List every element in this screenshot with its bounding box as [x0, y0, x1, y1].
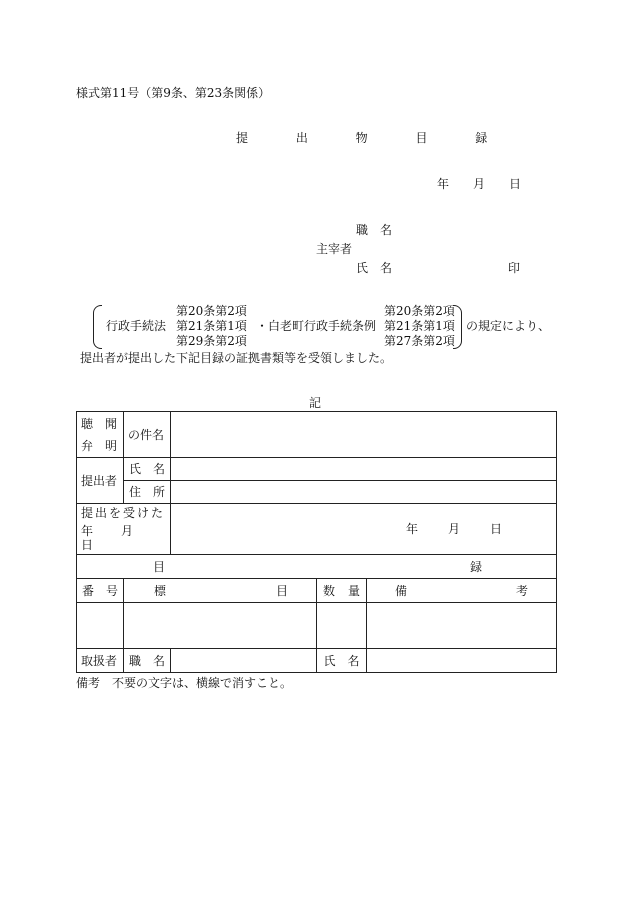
- handler-name-value[interactable]: [367, 649, 557, 673]
- catalog-entry-row: [77, 603, 557, 649]
- submitter-address-value[interactable]: [171, 481, 557, 504]
- submitter-address-row: [77, 481, 557, 504]
- entry-number-cell[interactable]: [77, 603, 124, 649]
- remarks-header-b: 考: [515, 583, 528, 598]
- signer-name-label: 氏 名: [356, 261, 393, 275]
- handler-position-value[interactable]: [171, 649, 317, 673]
- hearing-label: 聴 聞: [81, 416, 118, 431]
- right-bracket: [453, 305, 462, 349]
- number-header-b: 号: [105, 583, 118, 598]
- entry-remarks-cell[interactable]: [367, 603, 557, 649]
- name-label: 氏 名: [124, 458, 171, 481]
- submitter-name-row: [77, 458, 557, 481]
- entry-title-cell[interactable]: [124, 603, 317, 649]
- law2-article-3: 第27条第2項: [384, 334, 455, 348]
- seal-mark: 印: [508, 261, 521, 275]
- left-bracket: [93, 305, 102, 349]
- received-date-value[interactable]: [171, 504, 557, 555]
- received-day: 日: [489, 522, 502, 536]
- law2-article-1: 第20条第2項: [384, 304, 455, 318]
- date-month: 月: [473, 177, 486, 191]
- date-day: 日: [509, 177, 522, 191]
- received-date-row: [77, 504, 557, 555]
- catalog-header-row: [77, 555, 557, 579]
- form-label: 様式第11号（第9条、第23条関係）: [76, 86, 271, 100]
- remarks-header: [395, 584, 528, 598]
- submitter-name-value[interactable]: [171, 458, 557, 481]
- case-row: [77, 412, 557, 458]
- law2-name: ・白老町行政手続条例: [256, 319, 377, 333]
- title-header-a: 標: [154, 583, 167, 598]
- case-name-label: の件名: [124, 412, 171, 458]
- number-header: [82, 584, 118, 598]
- date-year: 年: [437, 177, 450, 191]
- number-header-a: 番: [82, 583, 95, 598]
- explanation-label: 弁 明: [81, 438, 118, 453]
- submitter-label: 提出者: [77, 458, 124, 504]
- catalog-table: [76, 411, 557, 673]
- received-month: 月: [447, 522, 460, 536]
- basis-sentence: 提出者が提出した下記目録の証拠書類等を受領しました。: [80, 351, 393, 365]
- handler-label: 取扱者: [77, 649, 124, 673]
- handler-name-label: 氏 名: [317, 649, 367, 673]
- address-label: 住 所: [124, 481, 171, 504]
- remarks-note: 備考 不要の文字は、横線で消すこと。: [76, 676, 293, 690]
- title-header: [154, 584, 288, 598]
- title-header-b: 目: [275, 583, 288, 598]
- received-date-label: 年 月 日: [81, 524, 162, 552]
- law1-article-1: 第20条第2項: [176, 304, 247, 318]
- date-line: [437, 177, 521, 191]
- law1-article-2: 第21条第1項: [176, 319, 247, 333]
- catalog-heading: [153, 560, 482, 574]
- received-label: 提出を受けた: [81, 506, 166, 520]
- column-header-row: [77, 579, 557, 603]
- handler-position-label: 職 名: [124, 649, 171, 673]
- remarks-header-a: 備: [395, 583, 408, 598]
- entry-quantity-cell[interactable]: [317, 603, 367, 649]
- ki-heading: 記: [309, 396, 322, 410]
- signer-org-label: 主宰者: [316, 242, 353, 256]
- handler-row: [77, 649, 557, 673]
- quantity-header-a: 数: [323, 583, 336, 598]
- basis-suffix: の規定により、: [466, 319, 551, 333]
- law1-article-3: 第29条第2項: [176, 334, 247, 348]
- case-name-value[interactable]: [171, 412, 557, 458]
- document-title: 提 出 物 目 録: [236, 131, 510, 145]
- catalog-roku: 録: [469, 559, 482, 574]
- catalog-moku: 目: [153, 559, 166, 574]
- signer-position-label: 職 名: [356, 223, 393, 237]
- law2-article-2: 第21条第1項: [384, 319, 455, 333]
- quantity-header-b: 量: [347, 583, 360, 598]
- received-year: 年: [405, 522, 418, 536]
- law1-name: 行政手続法: [106, 319, 167, 333]
- quantity-header: [323, 584, 360, 598]
